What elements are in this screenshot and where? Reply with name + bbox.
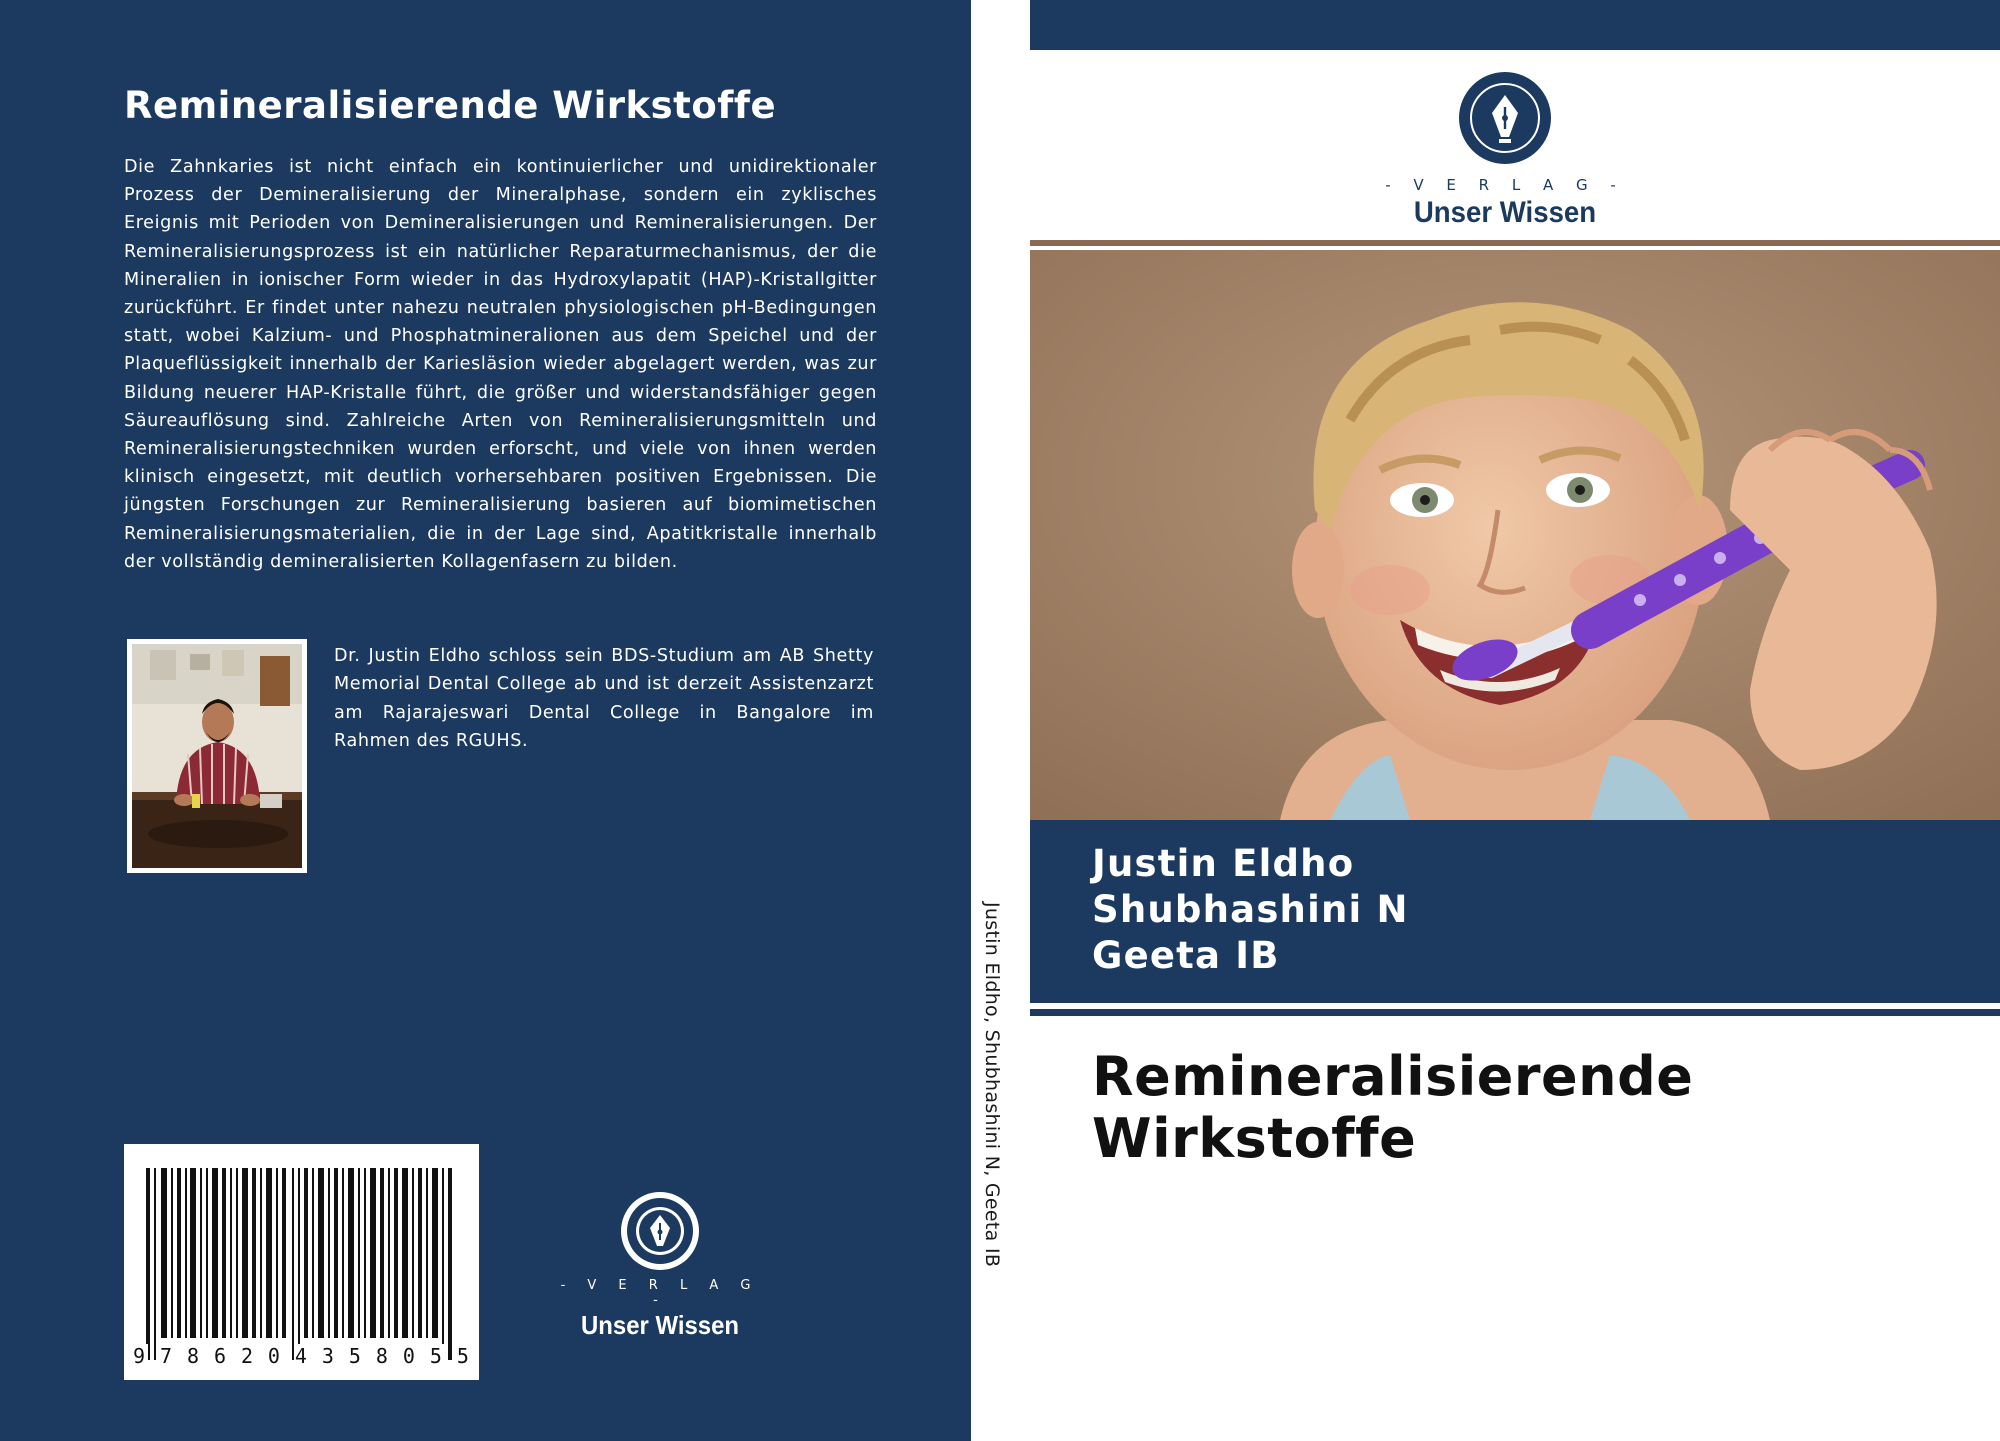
front-rule-top [1030, 240, 2000, 246]
isbn-digit: 5 [429, 1344, 444, 1368]
verlag-label: - V E R L A G - [560, 1278, 760, 1308]
isbn-digit: 5 [348, 1344, 363, 1368]
authors-band [1030, 820, 2000, 1003]
author-photo [127, 639, 307, 873]
book-blurb: Die Zahnkaries ist nicht einfach ein kontinuierlicher und unidirektionaler Prozess der Demineralisierung der Mineralphase, sondern ein zyklisches Ereignis mit Perioden von Demineralisierungen und Remineralisierungen. Der Remineralisierungsprozess ist ein natürlicher Reparaturmechanismus, der die Mineralien in ionischer Form wieder in das Hydroxylapatit (HAP)-Kristallgitter zurückführt. Er findet unter nahezu neutralen physiologischen pH-Bedingungen statt, wobei Kalzium- und Phosphatmineralionen aus dem Speichel und der Plaqueflüssigkeit innerhalb der Kariesläsion wieder abgelagert werden, was zur Bildung neuerer HAP-Kristalle führt, die größer und widerstandsfähiger gegen Säureauflösung sind. Zahlreiche Arten von Remineralisierungsmitteln und Remineralisierungstechniken wurden erforscht, und viele von ihnen werden klinisch eingesetzt, mit deutlich vorhersehbaren positiven Ergebnissen. Die jüngsten Forschungen zur Remineralisierung basieren auf biomimetischen Remineralisierungsmaterialien, die in der Lage sind, Apatitkristalle innerhalb der vollständig demineralisierten Kollagenfasern zu bilden. [124, 157, 877, 572]
author-name: Justin Eldho [1092, 842, 1355, 885]
back-publisher-logo [560, 1192, 760, 1341]
front-top-bar [1030, 0, 2000, 50]
back-cover-title: Remineralisierende Wirkstoffe [124, 84, 777, 127]
isbn-digit: 8 [186, 1344, 202, 1368]
publisher-seal-icon [621, 1192, 699, 1270]
publisher-seal-icon [1459, 72, 1551, 164]
author-photo-image [132, 644, 302, 868]
isbn-digit: 3 [321, 1344, 336, 1368]
publisher-name: Unser Wissen [1413, 196, 1597, 229]
spine-authors: Justin Eldho, Shubhashini N, Geeta IB [981, 902, 1003, 1268]
isbn-digit: 0 [267, 1344, 282, 1368]
child-brushing-teeth-image [1030, 250, 2000, 820]
isbn-digit: 7 [159, 1344, 175, 1368]
author-name: Geeta IB [1092, 934, 1280, 977]
title-line: Wirkstoffe [1092, 1107, 1417, 1170]
verlag-label: - V E R L A G - [1385, 176, 1625, 194]
cover-photo [1030, 250, 2000, 820]
back-cover [0, 0, 971, 1441]
front-publisher-logo [1380, 72, 1630, 230]
isbn-digit: 6 [213, 1344, 228, 1368]
isbn-digit: 5 [456, 1344, 471, 1368]
isbn-digits [132, 1344, 472, 1368]
isbn-barcode [124, 1144, 479, 1380]
publisher-name: Unser Wissen [581, 1310, 739, 1340]
isbn-digit: 8 [375, 1344, 390, 1368]
author-bio: Dr. Justin Eldho schloss sein BDS-Studium am AB Shetty Memorial Dental College ab und ist derzeit Assistenzarzt am Rajarajeswari Dental College in Bangalore im Rahmen des RGUHS. [334, 646, 874, 751]
isbn-digit: 9 [133, 1344, 148, 1368]
front-rule-bottom [1030, 1009, 2000, 1016]
front-cover-title [1092, 1046, 1972, 1170]
isbn-digit: 0 [402, 1344, 417, 1368]
title-line: Remineralisierende [1092, 1045, 1694, 1108]
isbn-digit: 4 [294, 1344, 309, 1368]
isbn-digit: 2 [240, 1344, 255, 1368]
author-name: Shubhashini N [1092, 888, 1409, 931]
